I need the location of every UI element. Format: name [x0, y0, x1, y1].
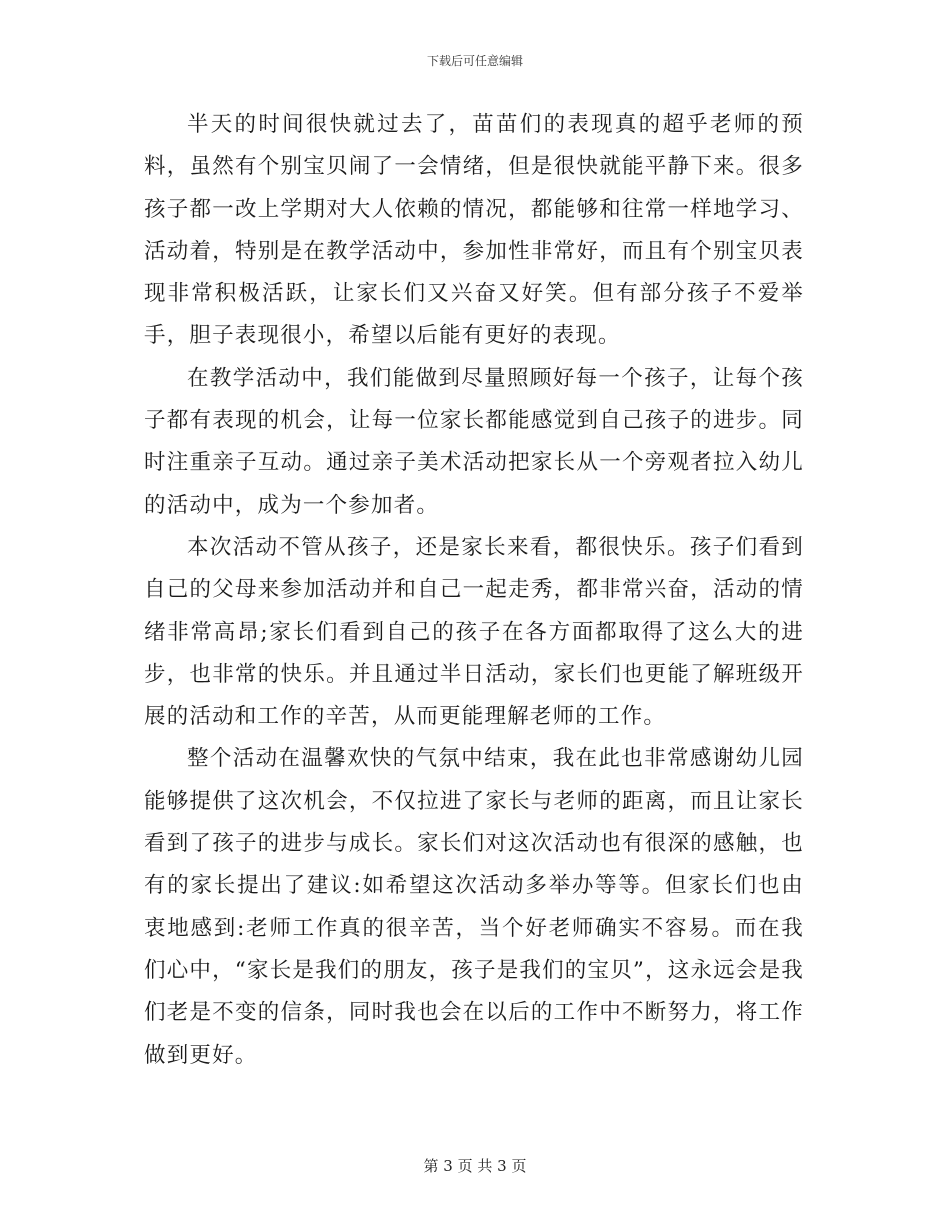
page-number-footer: 第 3 页 共 3 页	[423, 1157, 527, 1175]
page-header-note: 下载后可任意编辑	[426, 54, 523, 68]
paragraph-1: 半天的时间很快就过去了，苗苗们的表现真的超乎老师的预料，虽然有个别宝贝闹了一会情绪，但是很快就能平静下来。很多孩子都一改上学期对大人依赖的情况，都能够和往常一样地学习、活动着，特别是在教学活动中，参加性非常好，而且有个别宝贝表现非常积极活跃，让家长们又兴奋又好笑。但有部分孩子不爱举手，胆子表现很小，希望以后能有更好的表现。	[144, 112, 804, 349]
paragraph-4: 整个活动在温馨欢快的气氛中结束，我在此也非常感谢幼儿园能够提供了这次机会，不仅拉进了家长与老师的距离，而且让家长看到了孩子的进步与成长。家长们对这次活动也有很深的感触，也有的家长提出了建议:如希望这次活动多举办等等。但家长们也由衷地感到:老师工作真的很辛苦，当个好老师确实不容易。而在我们心中，“家长是我们的朋友，孩子是我们的宝贝”，这永远会是我们老是不变的信条，同时我也会在以后的工作中不断努力，将工作做到更好。	[144, 746, 804, 1068]
document-body	[144, 104, 804, 1077]
paragraph-2: 在教学活动中，我们能做到尽量照顾好每一个孩子，让每个孩子都有表现的机会，让每一位家长都能感觉到自己孩子的进步。同时注重亲子互动。通过亲子美术活动把家长从一个旁观者拉入幼儿的活动中，成为一个参加者。	[144, 365, 804, 518]
paragraph-3: 本次活动不管从孩子，还是家长来看，都很快乐。孩子们看到自己的父母来参加活动并和自己一起走秀，都非常兴奋，活动的情绪非常高昂;家长们看到自己的孩子在各方面都取得了这么大的进步，也非常的快乐。并且通过半日活动，家长们也更能了解班级开展的活动和工作的辛苦，从而更能理解老师的工作。	[144, 534, 804, 730]
